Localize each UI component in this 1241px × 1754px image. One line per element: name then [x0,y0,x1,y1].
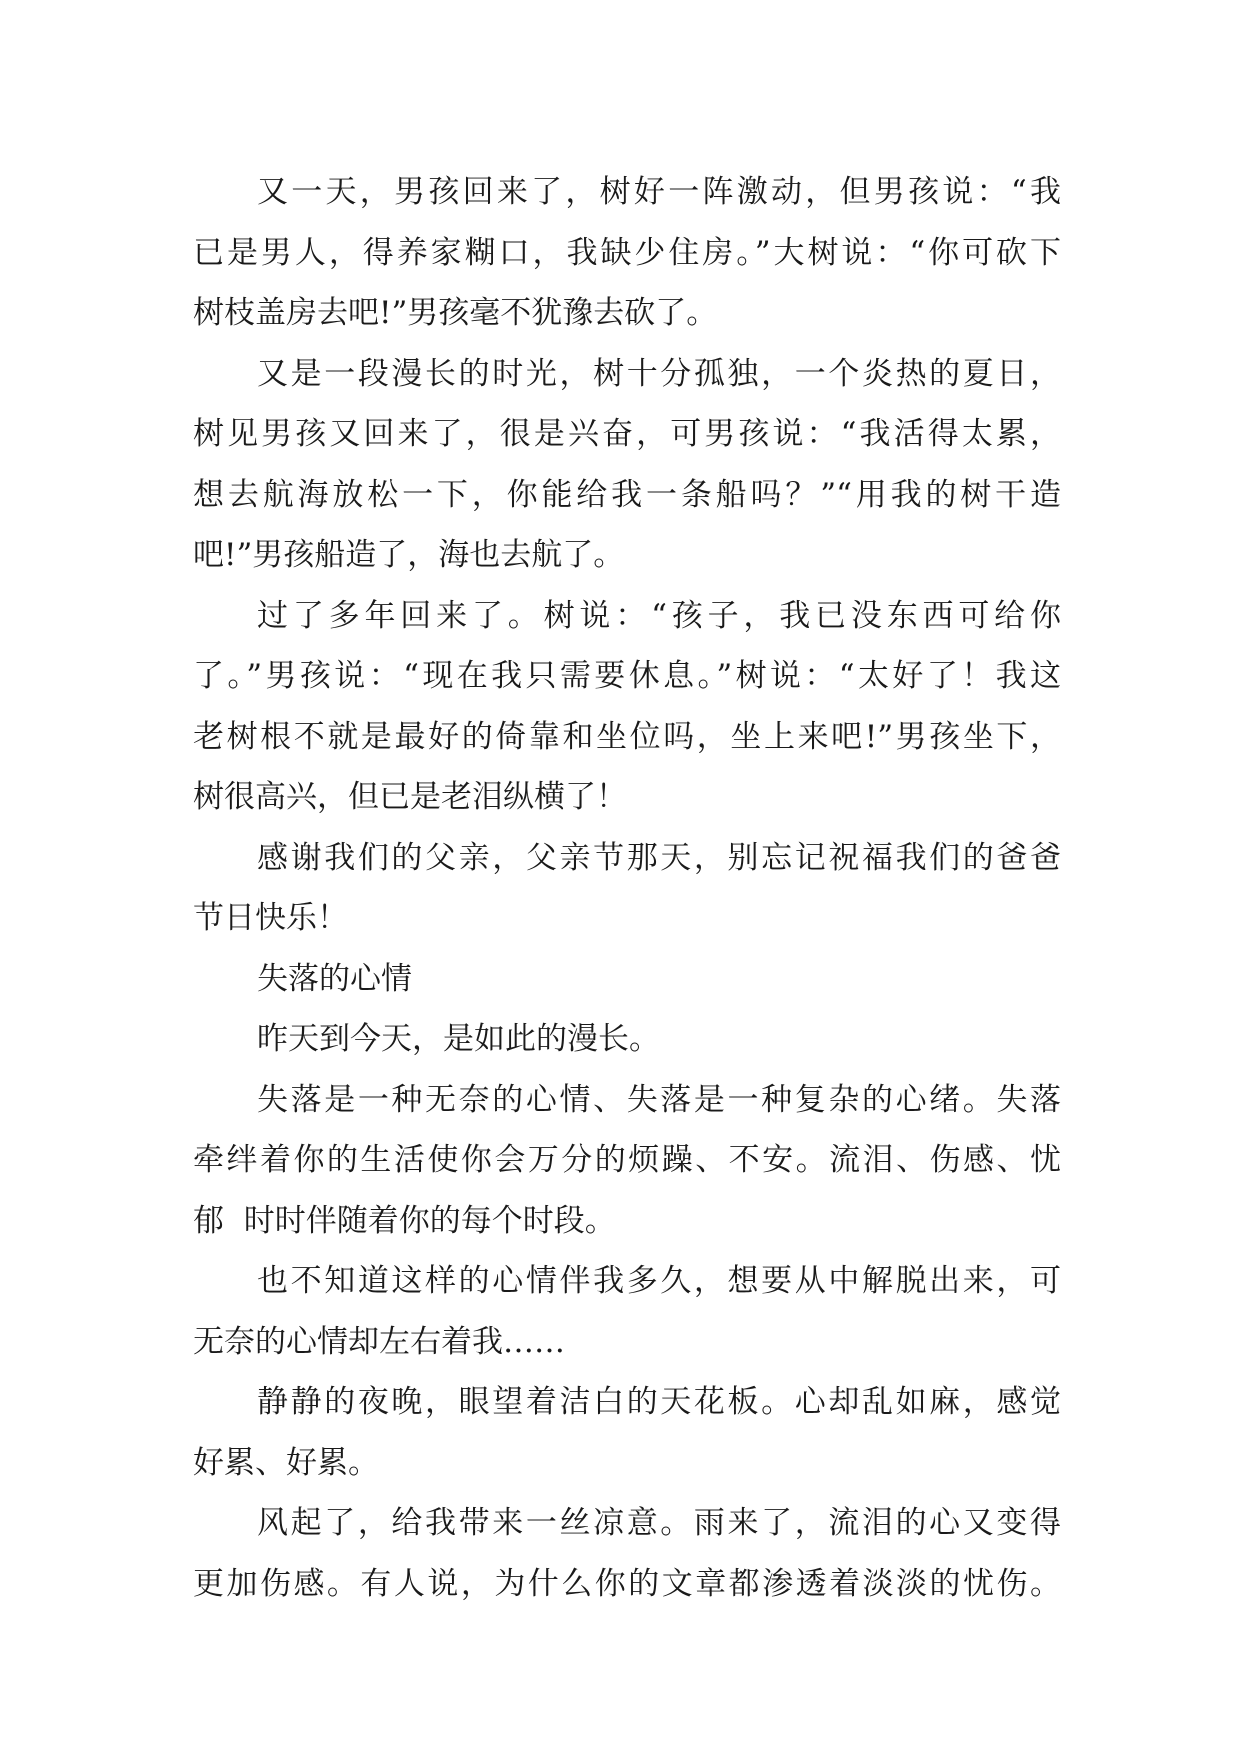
paragraph [193,828,1061,949]
text-line: 树很高兴，但已是老泪纵横了！ [193,779,627,815]
text-line: 失落是一种无奈的心情、失落是一种复杂的心绪。失落 [257,1081,1061,1118]
text-line: 昨天到今天，是如此的漫长。 [257,1021,660,1057]
text-line: 无奈的心情却左右着我…… [193,1323,565,1360]
text-line: 牵绊着你的生活使你会万分的烦躁、不安。流泪、伤感、忧 [193,1142,1061,1178]
text-line: 了。”男孩说：“现在我只需要休息。”树说：“太好了！我这 [193,658,1061,694]
paragraph [193,1372,1061,1493]
paragraph [193,162,1061,344]
paragraph [193,586,1061,828]
text-line: 吧!”男孩船造了，海也去航了。 [193,537,625,573]
text-line: 又一天，男孩回来了，树好一阵激动，但男孩说：“我 [257,174,1061,210]
text-line: 节日快乐！ [193,900,348,936]
paragraph [193,344,1061,586]
text-line: 感谢我们的父亲，父亲节那天，别忘记祝福我们的爸爸 [257,839,1061,876]
text-line: 又是一段漫长的时光，树十分孤独，一个炎热的夏日， [257,355,1061,392]
text-line: 树见男孩又回来了，很是兴奋，可男孩说：“我活得太累， [193,416,1061,452]
document-body [193,162,1061,1614]
text-line: 已是男人，得养家糊口，我缺少住房。”大树说：“你可砍下 [193,234,1061,271]
heading-text: 失落的心情 [257,960,412,997]
paragraph [193,1251,1061,1372]
text-line: 好累、好累。 [193,1444,379,1481]
section-heading [193,949,1061,1010]
text-line: 过了多年回来了。树说：“孩子，我已没东西可给你 [257,597,1061,634]
text-line: 老树根不就是最好的倚靠和坐位吗，坐上来吧!”男孩坐下， [193,718,1061,755]
paragraph [193,1493,1061,1614]
paragraph [193,1009,1061,1070]
text-line: 静静的夜晚，眼望着洁白的天花板。心却乱如麻，感觉 [257,1384,1061,1420]
text-line: 想去航海放松一下，你能给我一条船吗？”“用我的树干造 [193,476,1061,513]
text-line: 风起了，给我带来一丝凉意。雨来了，流泪的心又变得 [257,1505,1061,1541]
text-line: 郁 时时伴随着你的每个时段。 [193,1202,616,1239]
text-line: 更加伤感。有人说，为什么你的文章都渗透着淡淡的忧伤。 [193,1565,1061,1602]
text-line: 也不知道这样的心情伴我多久，想要从中解脱出来，可 [257,1263,1061,1299]
text-line: 树枝盖房去吧!”男孩毫不犹豫去砍了。 [193,295,718,331]
paragraph [193,1070,1061,1252]
